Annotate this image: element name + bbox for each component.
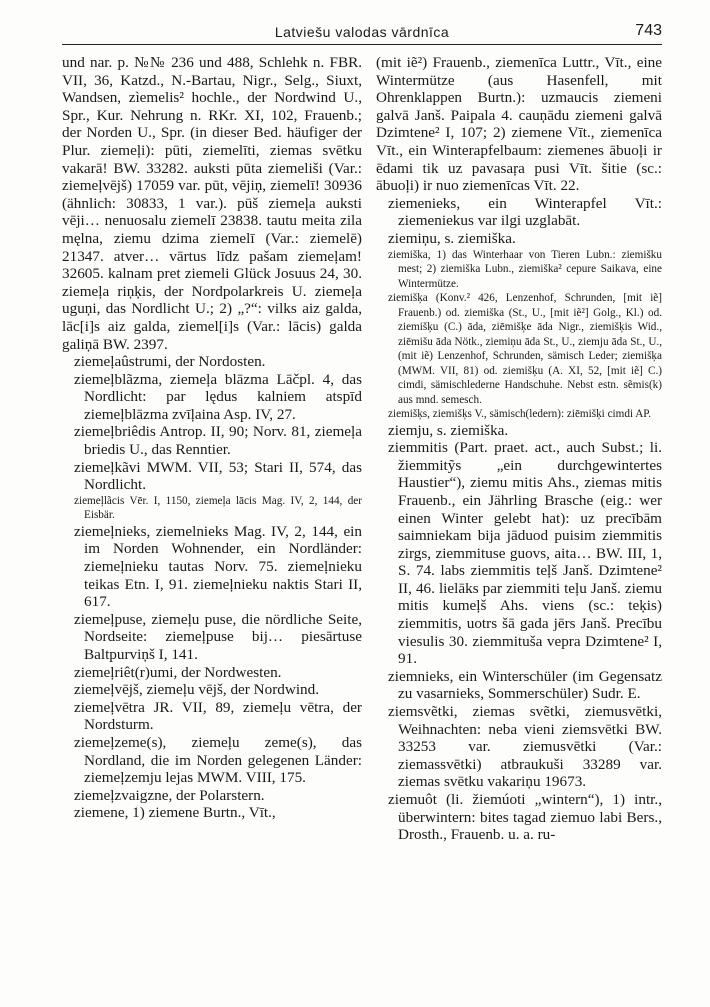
entry-ziemellacis: ziemeļlãcis Vēr. I, 1150, ziemeļa lācis Mag. IV, 2, 144, der Eisbär. (74, 494, 362, 522)
entry-ziemelrietumi: ziemeļriêt(r)umi, der Nordwesten. (74, 663, 282, 681)
entry-ziemelvejs: ziemeļvējš, ziemeļu vējš, der Nordwind. (74, 681, 320, 699)
entry-zieminu: ziemiņu, s. ziemiška. (388, 229, 516, 247)
entry-ziemju: ziemju, s. ziemiška. (388, 421, 509, 439)
entry-ziemuot: ziemuôt (li. žiemúoti „wintern“), 1) intr., überwintern: bites tagad ziemuo labi Bers., Drosth., Frauenb. u. a. ru- (388, 791, 662, 844)
entry-ziemiska-ada: ziemišķa (Konv.² 426, Lenzenhof, Schrunden, [mit iẽ] Frauenb.) od. ziemiška (St., U., [mit iẽ²] Golg., Kl.) od. ziemišķu (C.) āda, ziēmišķe āda Nigr., ziemišķis Wid., ziēmišu āda Nötk., ziemiņu āda St., U., ziemju āda St., U., (mit iẽ) Lenzenhof, Schrunden, sämisch Leder; ziemišķa (MWM. VII, 81) od. ziemišķu (A. XI, 52, [mit iẽ] C.) cimdi, sämischlederne Handschuhe. Nebst estn. sẽmis(k) aus mnd. semesch. (388, 292, 662, 406)
entry-ziemnieks: ziemnieks, ein Winterschüler (im Gegensatz zu vasarnieks, Sommerschüler) Sudr. E. (388, 667, 662, 703)
entry-ziemelzeme: ziemeļzeme(s), ziemeļu zeme(s), das Nordland, die im Norden gelegenen Länder: ziemeļzemju lejas MWM. VIII, 175. (74, 733, 362, 787)
entry-ziemelpuse: ziemeļpuse, ziemeļu puse, die nördliche Seite, Nordseite: ziemeļpuse bij… piesārtuse Baltpurviņš I, 141. (74, 610, 362, 663)
entry-ziemelkavi: ziemeļkãvi MWM. VII, 53; Stari II, 574, das Nordlicht. (74, 458, 362, 494)
page-number: 743 (635, 22, 662, 39)
entry-ziemmitis: ziemmitis (Part. praet. act., auch Subst.; li. žiemmitỹs „ein durchgewintertes Haustier“), ziemu mitis Ahs., ziemas mitis Frauenb., ein Jährling Brasche (eig.: wer einen Winter gelebt hat): uz precībām saimniekam bija jāduod puisim ziemmitis zirgs, ziemmituse guovs, aita… BW. III, 1, S. 74. labs ziemmitis teļš Janš. Dzimtene² II, 46. lielāks par ziemmiti teļu Janš. ziemu mitis kumeļš Ahs. viens (sc.: teķis) ziemmitis, uotrs šā gada jērs Janš. Precību viesulis 30. ziemmituša vepra Dzimtene² I, 91. (388, 439, 662, 668)
entry-ziemelvetra: ziemeļvētra JR. VII, 89, ziemeļu vētra, der Nordsturm. (74, 698, 362, 734)
entry-ziemelblazma: ziemeļblãzma, ziemeļa blāzma Lāčpl. 4, das Nordlicht: par lędus kalniem atspīd ziemeļblāzma zvīļaina Asp. IV, 27. (74, 370, 362, 423)
page-header (62, 22, 662, 45)
running-title: Latviešu valodas vārdnīca (274, 24, 450, 40)
entry-ziemelaustrumi: ziemeļaûstrumi, der Nordosten. (74, 353, 266, 371)
entry-ziemisks: ziemišķs, ziemišķs V., sämisch(ledern): ziēmišķi cimdi AP. (388, 408, 652, 421)
entry-ziemenieks: ziemenieks, ein Winterapfel Vīt.: ziemeniekus var ilgi uzglabāt. (388, 194, 662, 230)
entry-ziemiska: ziemiška, 1) das Winterhaar von Tieren Lubn.: ziemišku mest; 2) ziemiška Lubn., ziemiška² cepure Saikava, eine Wintermütze. (388, 248, 662, 290)
entry-continuation: und nar. p. №№ 236 und 488, Schlehk n. FBR. VII, 36, Katzd., N.-Bartau, Nigr., Selg., Siuxt, Wandsen, zìemelis² hochle., der Nordwind U., Spr., Kur. Nehrung n. RKr. XI, 102, Frauenb.; der Norden U., Spr. (in dieser Bed. häufiger der Plur. ziemeļi): pūti, ziemelīti, ziemas svētku vakarā! BW. 33282. auksti pūta ziemeliši (Var.: ziemeļvējš) 17059 var. pūt, vējiņ, ziemelī! 30936 (ähnlich: 30833, 1 var.). pūš ziemeļa auksti vēji… nenuosalu ziemelī 23838. tautu meita zila męlna, ziemu dzima ziemelī (Var.: ziemelē) 21347. atver… vārtus līdz pašam ziemeļam! 32605. kalnam pret ziemeli Glück Josuus 24, 30. ziemeļa riņķis, der Nordpolarkreis U. ziemeļa uguņi, das Nordlicht U.; 2) „?“: vilks aiz galda, lāc[i]s aiz galda, ziemel[i]s (Var.: lācis) galda galiņā BW. 2397. (62, 54, 362, 353)
right-column (376, 54, 662, 844)
entry-ziemelnieks: ziemeļnieks, ziemelnieks Mag. IV, 2, 144, ein im Norden Wohnender, ein Nordländer: ziemeļnieku tautas Norv. 75. ziemeļnieku teikas Etn. I, 91. ziemeļnieku naktis Stari II, 617. (74, 522, 362, 611)
entry-ziemene-continued: (mit iẽ²) Frauenb., ziemenīca Luttr., Vīt., eine Wintermütze (aus Hasenfell, mit Ohrenklappen Burtn.): uzmaucis ziemeni galvā Janš. Paipala 4. cauņādu ziemeni galvā Dzimtene² I, 107; 2) ziemene Vīt., ziemenīca Vīt., ein Winterapfelbaum: ziemenes ābuoļi ir ēdami tik uz pavasaŗa pusi Vīt. šitie (sc.: ābuoļi) ir nuo ziemenīcas Vīt. 22. (376, 54, 662, 195)
entry-ziemelzvaigzne: ziemeļzvaigzne, der Polarstern. (74, 786, 265, 804)
left-column (62, 54, 362, 822)
entry-ziemene: ziemene, 1) ziemene Burtn., Vīt., (74, 804, 276, 822)
entry-ziemsvetki: ziemsvẽtki, ziemas svẽtki, ziemusvētki, Weihnachten: neba vieni ziemsvētki BW. 33253 var. ziemusvētki (Var.: ziemassvētki) atbraukuši 33289 var. ziemas svētku vakariņu 19673. (388, 703, 662, 791)
entry-ziemelbriedis: ziemeļbriêdis Antrop. II, 90; Norv. 81, ziemeļa briedis U., das Renntier. (74, 423, 362, 459)
